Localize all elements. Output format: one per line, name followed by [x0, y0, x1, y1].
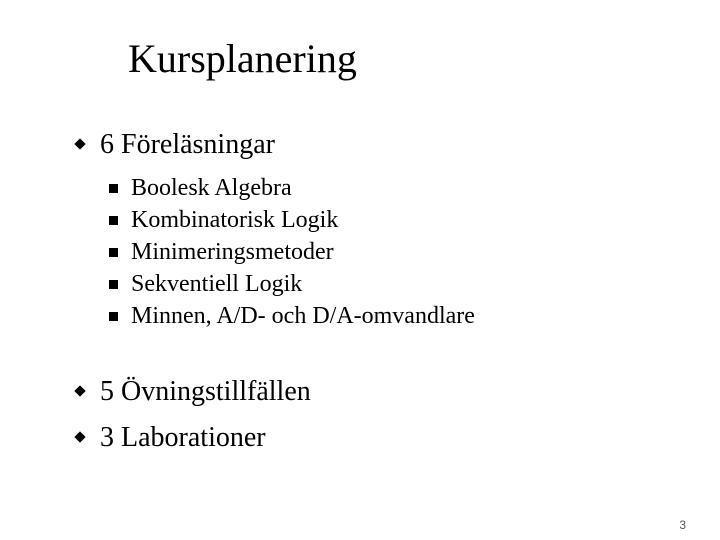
sub-bullet-text: Minnen, A/D- och D/A-omvandlare	[131, 303, 475, 329]
sub-bullet-text: Boolesk Algebra	[131, 175, 292, 201]
slide-title: Kursplanering	[128, 36, 357, 81]
square-bullet-icon	[109, 280, 118, 289]
square-bullet-icon	[109, 216, 118, 225]
square-bullet-icon	[109, 184, 118, 193]
diamond-bullet-icon	[74, 431, 85, 442]
diamond-bullet-icon	[74, 138, 85, 149]
page-number: 3	[679, 518, 686, 532]
sub-bullet-text: Minimeringsmetoder	[131, 239, 334, 265]
square-bullet-icon	[109, 312, 118, 321]
bullet-text: 5 Övningstillfällen	[100, 376, 311, 407]
sub-bullet-text: Sekventiell Logik	[131, 271, 303, 297]
sub-bullet-text: Kombinatorisk Logik	[131, 207, 339, 233]
bullet-text: 3 Laborationer	[100, 422, 266, 453]
square-bullet-icon	[109, 248, 118, 257]
bullet-text: 6 Föreläsningar	[100, 129, 275, 160]
diamond-bullet-icon	[74, 385, 85, 396]
